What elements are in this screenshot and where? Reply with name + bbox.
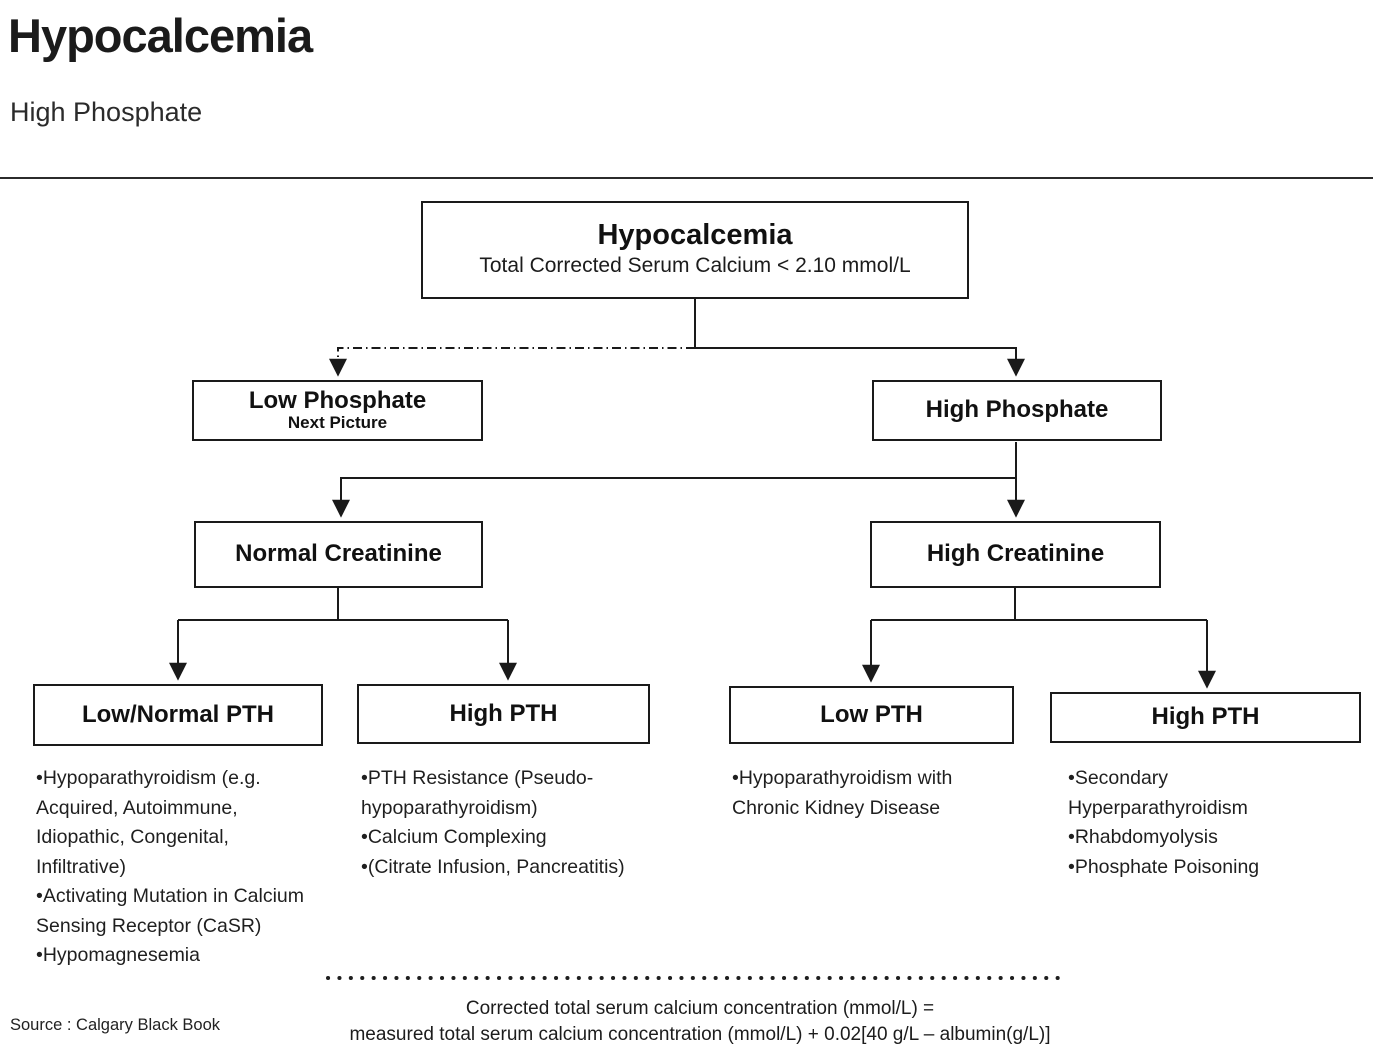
source-attribution: Source : Calgary Black Book <box>10 1016 221 1034</box>
connector-normal-creatinine-stem <box>178 588 508 620</box>
node-hypocalcemia-root-subtitle: Total Corrected Serum Calcium < 2.10 mmol/L <box>479 254 911 278</box>
formula-line-1: Corrected total serum calcium concentration (mmol/L) = <box>465 998 935 1019</box>
node-high-phosphate <box>872 380 1162 441</box>
node-low-normal-pth-title: Low/Normal PTH <box>81 700 274 728</box>
page-subtitle: High Phosphate <box>10 97 203 127</box>
list-item: •PTH Resistance (Pseudo-hypoparathyroidism) <box>361 767 594 819</box>
node-high-creatinine <box>870 521 1161 588</box>
node-high-phosphate-title: High Phosphate <box>925 396 1109 424</box>
node-hypocalcemia-root-title: Hypocalcemia <box>597 219 793 252</box>
node-normal-creatinine-title: Normal Creatinine <box>235 540 442 568</box>
corrected-calcium-formula <box>330 996 1070 1048</box>
formula-line-2: measured total serum calcium concentration (mmol/L) + 0.02[40 g/L – albumin(g/L)] <box>349 1024 1051 1045</box>
node-high-pth-left <box>357 684 650 744</box>
node-low-pth-title: Low PTH <box>820 700 923 728</box>
list-item: •(Citrate Infusion, Pancreatitis) <box>361 855 625 878</box>
node-low-phosphate <box>192 380 483 441</box>
node-low-pth <box>729 686 1014 744</box>
cause-list-high-pth-left <box>361 764 633 882</box>
node-low-phosphate-title: Low Phosphate <box>248 386 427 414</box>
list-item: •Phosphate Poisoning <box>1068 855 1260 878</box>
connector-to-low-phosphate <box>338 348 695 374</box>
node-high-pth-left-title: High PTH <box>449 699 558 727</box>
list-item: •Activating Mutation in Calcium Sensing Receptor (CaSR) <box>36 885 310 937</box>
list-item: •Calcium Complexing <box>361 826 547 848</box>
list-item: •Secondary Hyperparathyroidism <box>1068 767 1248 819</box>
list-item: •Hypoparathyroidism (e.g. Acquired, Autoimmune, Idiopathic, Congenital, Infiltrative) <box>36 767 266 878</box>
list-item: •Rhabdomyolysis <box>1068 826 1218 848</box>
cause-list-high-pth-right <box>1068 764 1313 882</box>
node-low-normal-pth <box>33 684 323 746</box>
node-hypocalcemia-root <box>421 201 969 299</box>
list-item: •Hypomagnesemia <box>36 944 200 966</box>
connector-to-high-phosphate <box>695 348 1016 374</box>
node-normal-creatinine <box>194 521 483 588</box>
node-high-pth-right <box>1050 692 1361 743</box>
connector-high-creatinine-stem <box>871 588 1207 620</box>
connector-to-normal-creatinine <box>341 478 1016 515</box>
list-item: •Hypoparathyroidism with Chronic Kidney Disease <box>732 767 958 819</box>
node-high-pth-right-title: High PTH <box>1151 703 1260 731</box>
node-low-phosphate-subtitle: Next Picture <box>287 413 388 433</box>
cause-list-low-pth <box>732 764 994 823</box>
page-title: Hypocalcemia <box>8 9 313 62</box>
header-divider <box>0 177 1373 179</box>
node-high-creatinine-title: High Creatinine <box>926 540 1105 568</box>
cause-list-low-normal-pth <box>36 764 310 971</box>
